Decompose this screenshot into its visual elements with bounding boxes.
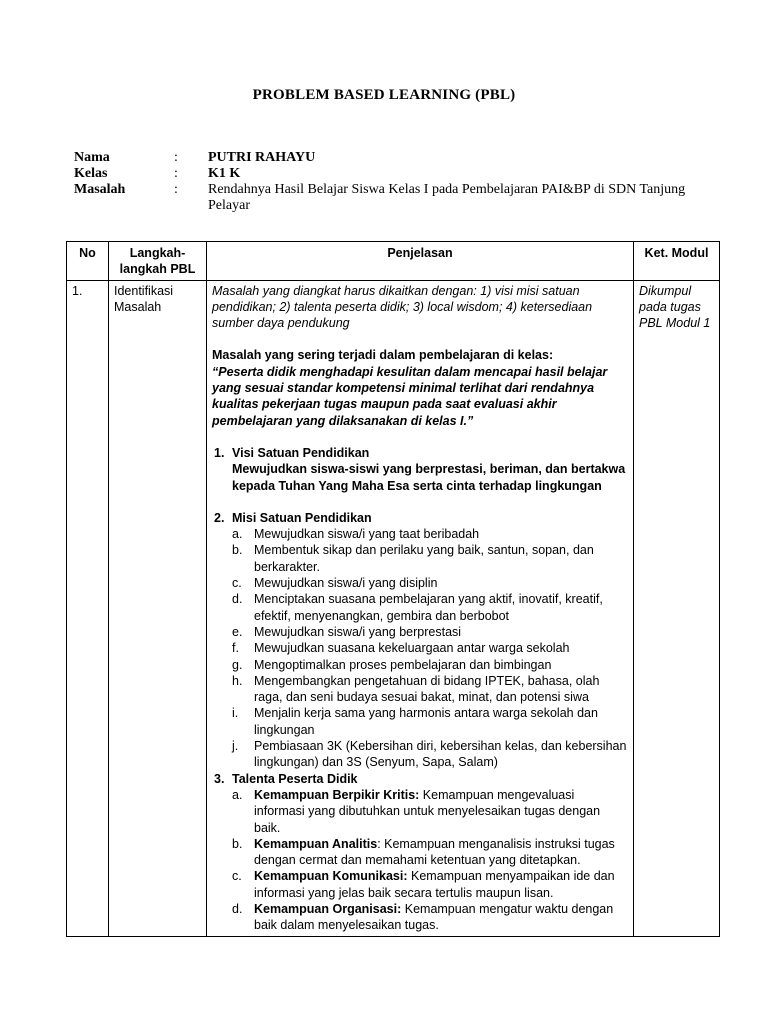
table-row bbox=[67, 280, 720, 936]
list-item bbox=[232, 657, 628, 673]
list-item bbox=[232, 591, 628, 624]
list-item bbox=[232, 901, 628, 934]
list-marker: b. bbox=[232, 543, 243, 558]
list-item bbox=[232, 705, 628, 738]
list-marker: a. bbox=[232, 787, 243, 802]
masalah-row bbox=[74, 182, 708, 214]
row-langkah: Identifikasi Masalah bbox=[109, 280, 207, 936]
talent-keyword: Kemampuan Berpikir Kritis: bbox=[254, 787, 420, 802]
list-marker: j. bbox=[232, 739, 239, 754]
header-no: No bbox=[67, 242, 109, 281]
header-penjelasan: Penjelasan bbox=[207, 242, 634, 281]
visi-text: Mewujudkan siswa-siswi yang berprestasi, beriman, dan bertakwa kepada Tuhan Yang Maha Esa serta cinta terhadap lingkungan bbox=[232, 462, 626, 493]
list-marker: e. bbox=[232, 624, 243, 639]
document-title: PROBLEM BASED LEARNING (PBL) bbox=[252, 87, 516, 103]
list-text: Kemampuan Berpikir Kritis: Kemampuan mengevaluasi informasi yang dibutuhkan untuk menyelesaikan tugas dengan baik. bbox=[254, 787, 601, 835]
list-text: Kemampuan Komunikasi: Kemampuan menyampaikan ide dan informasi yang jelas baik secara tertulis maupun lisan. bbox=[254, 869, 615, 900]
list-item bbox=[232, 542, 628, 575]
list-text: Mewujudkan siswa/i yang taat beribadah bbox=[254, 527, 480, 542]
problem-heading: Masalah yang sering terjadi dalam pembelajaran di kelas: bbox=[212, 348, 554, 363]
list-text: Mewujudkan siswa/i yang disiplin bbox=[254, 576, 438, 591]
visi-heading: 1. Visi Satuan Pendidikan bbox=[214, 445, 370, 460]
talent-keyword: Kemampuan Analitis bbox=[254, 836, 378, 851]
table-header-row bbox=[67, 242, 720, 281]
list-marker: a. bbox=[232, 527, 243, 542]
colon: : bbox=[174, 166, 178, 181]
kelas-value: K1 K bbox=[208, 166, 241, 181]
list-text: Menciptakan suasana pembelajaran yang aktif, inovatif, kreatif, efektif, menyenangkan, gembira dan berbobot bbox=[254, 592, 603, 623]
list-item bbox=[232, 673, 628, 706]
colon: : bbox=[174, 150, 178, 165]
list-marker: b. bbox=[232, 836, 243, 851]
nama-row bbox=[74, 150, 708, 166]
list-item bbox=[232, 787, 628, 836]
masalah-label: Masalah bbox=[74, 182, 126, 197]
row-number: 1. bbox=[67, 280, 109, 936]
list-item bbox=[232, 868, 628, 901]
list-text: Mengembangkan pengetahuan di bidang IPTEK, bahasa, olah raga, dan seni budaya sesuai bakat, minat, dan potensi siwa bbox=[254, 673, 600, 705]
list-item bbox=[232, 640, 628, 656]
talenta-list bbox=[212, 787, 628, 934]
pbl-table bbox=[66, 241, 720, 937]
kelas-row bbox=[74, 166, 708, 182]
list-text: Kemampuan Organisasi: Kemampuan mengatur waktu dengan baik dalam menyelesaikan tugas. bbox=[254, 901, 614, 933]
list-text: Mewujudkan siswa/i yang berprestasi bbox=[254, 624, 462, 639]
row-ket-modul: Dikumpul pada tugas PBL Modul 1 bbox=[634, 280, 720, 936]
misi-heading: 2. Misi Satuan Pendidikan bbox=[214, 510, 372, 525]
list-marker: i. bbox=[232, 706, 239, 721]
colon: : bbox=[174, 182, 178, 197]
list-marker: d. bbox=[232, 901, 243, 916]
row-penjelasan bbox=[207, 280, 634, 936]
nama-value: PUTRI RAHAYU bbox=[208, 150, 316, 165]
list-item bbox=[232, 526, 628, 542]
identity-block bbox=[74, 150, 708, 214]
header-langkah: Langkah-langkah PBL bbox=[109, 242, 207, 281]
misi-list bbox=[212, 526, 628, 770]
list-marker: g. bbox=[232, 657, 243, 672]
talent-keyword: Kemampuan Organisasi: bbox=[254, 901, 402, 916]
list-marker: c. bbox=[232, 869, 242, 884]
list-marker: f. bbox=[232, 641, 239, 656]
list-text: Mengoptimalkan proses pembelajaran dan bimbingan bbox=[254, 657, 552, 672]
intro-text: Masalah yang diangkat harus dikaitkan dengan: 1) visi misi satuan pendidikan; 2) talenta peserta didik; 3) local wisdom; 4) ketersediaan sumber daya pendukung bbox=[212, 283, 593, 331]
list-item bbox=[232, 575, 628, 591]
list-item bbox=[232, 738, 628, 771]
list-text: Menjalin kerja sama yang harmonis antara warga sekolah dan lingkungan bbox=[254, 706, 598, 737]
list-item bbox=[232, 624, 628, 640]
kelas-label: Kelas bbox=[74, 166, 108, 181]
list-text: Kemampuan Analitis: Kemampuan menganalisis instruksi tugas dengan cermat dan memahami ketentuan yang ditetapkan. bbox=[254, 836, 615, 868]
list-text: Membentuk sikap dan perilaku yang baik, santun, sopan, dan berkarakter. bbox=[254, 543, 594, 574]
list-text: Mewujudkan suasana kekeluargaan antar warga sekolah bbox=[254, 641, 570, 656]
list-text: Pembiasaan 3K (Kebersihan diri, kebersihan kelas, dan kebersihan lingkungan) dan 3S (Senyum, Sapa, Salam) bbox=[254, 739, 627, 770]
list-marker: h. bbox=[232, 673, 243, 688]
talenta-heading: 3. Talenta Peserta Didik bbox=[214, 771, 358, 786]
list-item bbox=[232, 836, 628, 869]
talent-keyword: Kemampuan Komunikasi: bbox=[254, 869, 408, 884]
list-marker: d. bbox=[232, 592, 243, 607]
header-ket-modul: Ket. Modul bbox=[634, 242, 720, 281]
masalah-value: Rendahnya Hasil Belajar Siswa Kelas I pada Pembelajaran PAI&BP di SDN Tanjung Pelayar bbox=[208, 182, 686, 213]
nama-label: Nama bbox=[74, 150, 110, 165]
problem-statement: “Peserta didik menghadapi kesulitan dalam mencapai hasil belajar yang sesuai standar kompetensi minimal terlihat dari rendahnya kualitas pekerjaan tugas maupun pada saat evaluasi akhir pembelajaran yang dilaksanakan di kelas I.” bbox=[212, 364, 608, 428]
list-marker: c. bbox=[232, 576, 242, 591]
